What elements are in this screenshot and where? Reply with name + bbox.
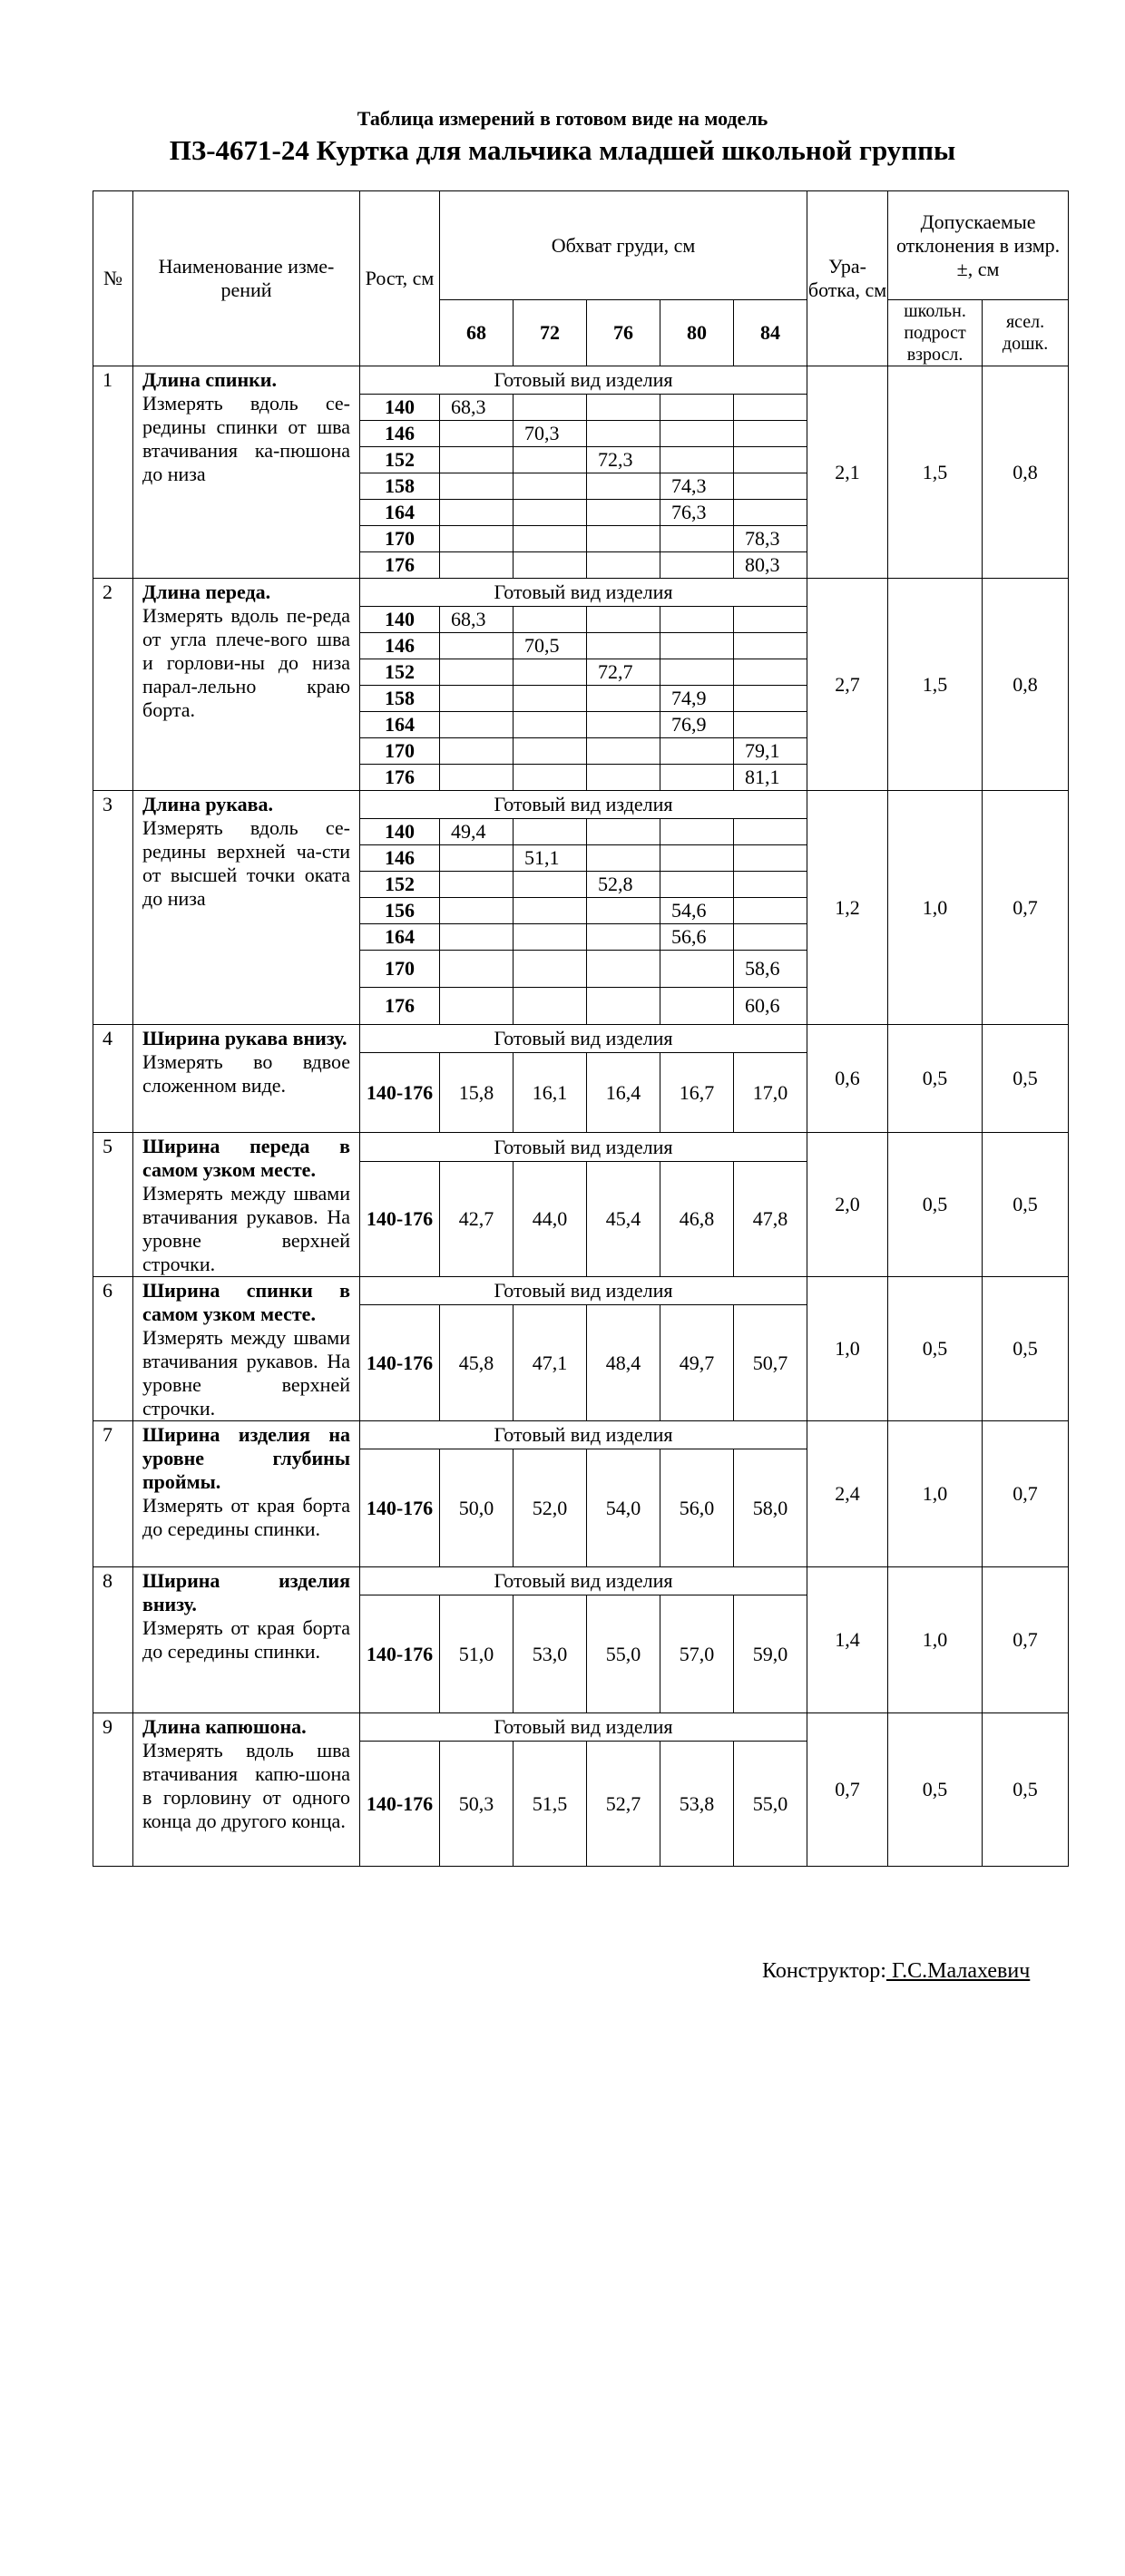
ease-value: 2,7 — [807, 579, 888, 791]
measurement-title: Ширина переда в самом узком месте. — [142, 1135, 350, 1181]
measurement-value: 76,9 — [660, 712, 734, 738]
tolerance-preschool: 0,7 — [983, 1567, 1069, 1713]
measurement-description: Измерять между швами втачивания рукавов. На уровне верхней строчки. — [142, 1182, 350, 1275]
measurement-value: 58,6 — [734, 951, 807, 988]
measurement-value: 74,3 — [660, 473, 734, 500]
measurement-name — [133, 1421, 360, 1567]
row-number: 5 — [93, 1133, 133, 1277]
measurement-value: 52,8 — [587, 872, 660, 898]
empty-cell — [587, 500, 660, 526]
height-value: 170 — [360, 738, 440, 765]
measurement-value: 60,6 — [734, 988, 807, 1025]
row-number: 4 — [93, 1025, 133, 1133]
measurement-title: Ширина рукава внизу. — [142, 1027, 347, 1049]
row-number: 9 — [93, 1713, 133, 1867]
height-range: 140-176 — [360, 1053, 440, 1133]
col-header-tolerance: Допускаемые отклонения в измр. ±, см — [888, 191, 1069, 300]
col-header-tol-school: школьн. подрост взросл. — [888, 300, 983, 366]
measurement-value: 53,8 — [660, 1742, 734, 1867]
document-title: ПЗ-4671-24 Куртка для мальчика младшей школьной группы — [169, 134, 956, 166]
measurement-value: 46,8 — [660, 1162, 734, 1277]
measurement-description: Измерять от края борта до середины спинки. — [142, 1494, 350, 1540]
measurement-value: 58,0 — [734, 1449, 807, 1567]
table-row — [93, 1277, 1069, 1305]
empty-cell — [514, 686, 587, 712]
row-number: 8 — [93, 1567, 133, 1713]
empty-cell — [440, 988, 514, 1025]
height-value: 164 — [360, 712, 440, 738]
empty-cell — [440, 712, 514, 738]
empty-cell — [734, 924, 807, 951]
measurement-value: 54,0 — [587, 1449, 660, 1567]
empty-cell — [587, 473, 660, 500]
col-header-num: № — [93, 191, 133, 366]
empty-cell — [587, 898, 660, 924]
empty-cell — [514, 898, 587, 924]
tolerance-school: 0,5 — [888, 1133, 983, 1277]
empty-cell — [440, 473, 514, 500]
constructor-signature — [762, 1959, 1030, 1984]
measurement-value: 16,1 — [514, 1053, 587, 1133]
table-body — [93, 366, 1069, 1867]
height-value: 176 — [360, 988, 440, 1025]
measurement-description: Измерять между швами втачивания рукавов. На уровне верхней строчки. — [142, 1326, 350, 1420]
measurement-value: 44,0 — [514, 1162, 587, 1277]
ease-value: 2,1 — [807, 366, 888, 579]
empty-cell — [734, 819, 807, 845]
ease-value: 0,7 — [807, 1713, 888, 1867]
measurement-value: 52,7 — [587, 1742, 660, 1867]
empty-cell — [440, 421, 514, 447]
empty-cell — [440, 765, 514, 791]
tolerance-preschool: 0,5 — [983, 1713, 1069, 1867]
col-header-name: Наименование изме-рений — [133, 191, 360, 366]
ready-label: Готовый вид изделия — [360, 791, 807, 819]
measurement-value: 50,7 — [734, 1305, 807, 1421]
empty-cell — [440, 447, 514, 473]
empty-cell — [734, 633, 807, 659]
empty-cell — [587, 924, 660, 951]
measurement-value: 68,3 — [440, 607, 514, 633]
measurement-value: 74,9 — [660, 686, 734, 712]
table-row — [93, 1713, 1069, 1742]
chest-size-80: 80 — [660, 300, 734, 366]
measurement-description: Измерять вдоль шва втачивания капю-шона в горловину от одного конца до другого конца. — [142, 1739, 350, 1832]
height-value: 146 — [360, 633, 440, 659]
tolerance-school: 1,0 — [888, 791, 983, 1025]
measurement-name — [133, 1713, 360, 1867]
height-value: 140 — [360, 395, 440, 421]
empty-cell — [660, 951, 734, 988]
empty-cell — [734, 872, 807, 898]
ease-value: 1,2 — [807, 791, 888, 1025]
empty-cell — [587, 421, 660, 447]
measurement-description: Измерять вдоль се-редины спинки от шва втачивания ка-пюшона до низа — [142, 392, 350, 485]
height-value: 140 — [360, 607, 440, 633]
height-value: 164 — [360, 500, 440, 526]
empty-cell — [514, 712, 587, 738]
measurement-value: 56,0 — [660, 1449, 734, 1567]
height-value: 140 — [360, 819, 440, 845]
empty-cell — [440, 526, 514, 552]
measurement-name — [133, 1133, 360, 1277]
header-row — [93, 191, 1069, 300]
measurement-value: 49,7 — [660, 1305, 734, 1421]
measurement-value: 16,7 — [660, 1053, 734, 1133]
ready-label: Готовый вид изделия — [360, 366, 807, 395]
empty-cell — [587, 738, 660, 765]
measurement-value: 56,6 — [660, 924, 734, 951]
empty-cell — [587, 395, 660, 421]
ready-label: Готовый вид изделия — [360, 1567, 807, 1595]
table-row — [93, 366, 1069, 395]
measurement-name — [133, 579, 360, 791]
empty-cell — [514, 473, 587, 500]
tolerance-school: 1,5 — [888, 366, 983, 579]
height-value: 170 — [360, 526, 440, 552]
measurement-title: Ширина спинки в самом узком месте. — [142, 1279, 350, 1325]
height-value: 176 — [360, 765, 440, 791]
chest-size-84: 84 — [734, 300, 807, 366]
measurement-description: Измерять от края борта до середины спинки. — [142, 1616, 350, 1663]
empty-cell — [660, 447, 734, 473]
measurement-value: 81,1 — [734, 765, 807, 791]
measurement-description: Измерять вдоль се-редины верхней ча-сти от высшей точки оката до низа — [142, 816, 350, 910]
empty-cell — [514, 988, 587, 1025]
height-range: 140-176 — [360, 1595, 440, 1713]
ease-value: 2,0 — [807, 1133, 888, 1277]
empty-cell — [734, 473, 807, 500]
height-value: 176 — [360, 552, 440, 579]
ease-value: 0,6 — [807, 1025, 888, 1133]
measurement-value: 47,1 — [514, 1305, 587, 1421]
col-header-ease: Ура-ботка, см — [807, 191, 888, 366]
measurement-title: Длина рукава. — [142, 793, 273, 815]
empty-cell — [587, 686, 660, 712]
empty-cell — [514, 738, 587, 765]
chest-size-72: 72 — [514, 300, 587, 366]
measurement-name — [133, 1567, 360, 1713]
height-range: 140-176 — [360, 1305, 440, 1421]
measurement-name — [133, 366, 360, 579]
empty-cell — [440, 924, 514, 951]
height-value: 152 — [360, 872, 440, 898]
col-header-tol-presch: ясел. дошк. — [983, 300, 1069, 366]
table-row — [93, 1133, 1069, 1162]
measurement-name — [133, 1025, 360, 1133]
empty-cell — [440, 552, 514, 579]
measurement-value: 53,0 — [514, 1595, 587, 1713]
height-value: 146 — [360, 421, 440, 447]
empty-cell — [587, 552, 660, 579]
empty-cell — [587, 607, 660, 633]
table-row — [93, 1025, 1069, 1053]
measurement-description: Измерять во вдвое сложенном виде. — [142, 1050, 350, 1097]
empty-cell — [514, 607, 587, 633]
measurement-description: Измерять вдоль пе-реда от угла плече-вого шва и горлови-ны до низа парал-лельно краю борта. — [142, 604, 350, 721]
empty-cell — [660, 607, 734, 633]
empty-cell — [660, 765, 734, 791]
measurement-value: 76,3 — [660, 500, 734, 526]
ready-label: Готовый вид изделия — [360, 1133, 807, 1162]
empty-cell — [440, 686, 514, 712]
document-subtitle: Таблица измерений в готовом виде на модель — [357, 107, 768, 130]
row-number: 7 — [93, 1421, 133, 1567]
height-value: 158 — [360, 686, 440, 712]
empty-cell — [734, 712, 807, 738]
measurement-value: 51,1 — [514, 845, 587, 872]
measurement-value: 55,0 — [734, 1742, 807, 1867]
measurement-value: 68,3 — [440, 395, 514, 421]
tolerance-preschool: 0,5 — [983, 1277, 1069, 1421]
empty-cell — [587, 526, 660, 552]
measurement-value: 72,7 — [587, 659, 660, 686]
tolerance-school: 1,5 — [888, 579, 983, 791]
empty-cell — [734, 686, 807, 712]
empty-cell — [440, 845, 514, 872]
row-number: 6 — [93, 1277, 133, 1421]
empty-cell — [440, 500, 514, 526]
measurement-title: Длина капюшона. — [142, 1715, 307, 1738]
empty-cell — [660, 872, 734, 898]
ready-label: Готовый вид изделия — [360, 1713, 807, 1742]
empty-cell — [514, 659, 587, 686]
tolerance-preschool: 0,7 — [983, 791, 1069, 1025]
empty-cell — [734, 845, 807, 872]
measurement-value: 51,0 — [440, 1595, 514, 1713]
height-value: 170 — [360, 951, 440, 988]
empty-cell — [440, 633, 514, 659]
empty-cell — [660, 738, 734, 765]
tolerance-preschool: 0,5 — [983, 1133, 1069, 1277]
measurement-value: 80,3 — [734, 552, 807, 579]
measurement-name — [133, 1277, 360, 1421]
measurement-value: 55,0 — [587, 1595, 660, 1713]
measurement-value: 48,4 — [587, 1305, 660, 1421]
tolerance-preschool: 0,7 — [983, 1421, 1069, 1567]
measurement-value: 52,0 — [514, 1449, 587, 1567]
measurement-value: 42,7 — [440, 1162, 514, 1277]
tolerance-preschool: 0,8 — [983, 579, 1069, 791]
height-value: 152 — [360, 447, 440, 473]
measurement-value: 45,4 — [587, 1162, 660, 1277]
measurement-value: 57,0 — [660, 1595, 734, 1713]
measurement-title: Ширина изделия на уровне глубины проймы. — [142, 1423, 350, 1493]
empty-cell — [660, 819, 734, 845]
tolerance-school: 0,5 — [888, 1025, 983, 1133]
measurement-value: 72,3 — [587, 447, 660, 473]
table-row — [93, 1567, 1069, 1595]
empty-cell — [587, 845, 660, 872]
empty-cell — [514, 819, 587, 845]
empty-cell — [734, 659, 807, 686]
height-range: 140-176 — [360, 1162, 440, 1277]
tolerance-preschool: 0,5 — [983, 1025, 1069, 1133]
empty-cell — [440, 738, 514, 765]
height-value: 146 — [360, 845, 440, 872]
table-row — [93, 1421, 1069, 1449]
chest-size-68: 68 — [440, 300, 514, 366]
empty-cell — [660, 659, 734, 686]
empty-cell — [734, 447, 807, 473]
empty-cell — [440, 659, 514, 686]
measurement-name — [133, 791, 360, 1025]
measurement-value: 70,5 — [514, 633, 587, 659]
empty-cell — [440, 898, 514, 924]
ready-label: Готовый вид изделия — [360, 579, 807, 607]
empty-cell — [514, 447, 587, 473]
row-number: 3 — [93, 791, 133, 1025]
tolerance-school: 1,0 — [888, 1421, 983, 1567]
empty-cell — [587, 712, 660, 738]
empty-cell — [660, 421, 734, 447]
empty-cell — [440, 951, 514, 988]
ease-value: 2,4 — [807, 1421, 888, 1567]
measurement-value: 47,8 — [734, 1162, 807, 1277]
height-range: 140-176 — [360, 1449, 440, 1567]
empty-cell — [660, 845, 734, 872]
measurement-value: 50,0 — [440, 1449, 514, 1567]
tolerance-school: 0,5 — [888, 1713, 983, 1867]
measurement-value: 78,3 — [734, 526, 807, 552]
table-row — [93, 579, 1069, 607]
empty-cell — [734, 421, 807, 447]
constructor-name: Г.С.Малахевич — [885, 1959, 1031, 1983]
ease-value: 1,0 — [807, 1277, 888, 1421]
row-number: 1 — [93, 366, 133, 579]
empty-cell — [660, 526, 734, 552]
empty-cell — [660, 552, 734, 579]
empty-cell — [514, 395, 587, 421]
measurement-value: 51,5 — [514, 1742, 587, 1867]
tolerance-school: 1,0 — [888, 1567, 983, 1713]
empty-cell — [587, 819, 660, 845]
measurement-value: 79,1 — [734, 738, 807, 765]
empty-cell — [514, 765, 587, 791]
height-range: 140-176 — [360, 1742, 440, 1867]
tolerance-preschool: 0,8 — [983, 366, 1069, 579]
measurement-value: 16,4 — [587, 1053, 660, 1133]
empty-cell — [734, 898, 807, 924]
table-row — [93, 791, 1069, 819]
empty-cell — [587, 988, 660, 1025]
chest-size-76: 76 — [587, 300, 660, 366]
empty-cell — [660, 988, 734, 1025]
empty-cell — [587, 633, 660, 659]
col-header-chest: Обхват груди, см — [440, 191, 807, 300]
measurement-value: 59,0 — [734, 1595, 807, 1713]
measurement-value: 49,4 — [440, 819, 514, 845]
row-number: 2 — [93, 579, 133, 791]
empty-cell — [734, 500, 807, 526]
measurement-value: 45,8 — [440, 1305, 514, 1421]
height-value: 164 — [360, 924, 440, 951]
height-value: 158 — [360, 473, 440, 500]
empty-cell — [514, 552, 587, 579]
measurement-value: 17,0 — [734, 1053, 807, 1133]
ease-value: 1,4 — [807, 1567, 888, 1713]
measurement-value: 50,3 — [440, 1742, 514, 1867]
ready-label: Готовый вид изделия — [360, 1025, 807, 1053]
height-value: 156 — [360, 898, 440, 924]
measurement-table — [93, 190, 1069, 1867]
tolerance-school: 0,5 — [888, 1277, 983, 1421]
constructor-label: Конструктор: — [762, 1959, 886, 1983]
height-value: 152 — [360, 659, 440, 686]
empty-cell — [734, 395, 807, 421]
empty-cell — [734, 607, 807, 633]
measurement-title: Длина переда. — [142, 581, 271, 603]
empty-cell — [514, 500, 587, 526]
empty-cell — [514, 526, 587, 552]
empty-cell — [660, 395, 734, 421]
empty-cell — [514, 924, 587, 951]
measurement-title: Ширина изделия внизу. — [142, 1569, 350, 1615]
empty-cell — [440, 872, 514, 898]
empty-cell — [587, 765, 660, 791]
empty-cell — [587, 951, 660, 988]
ready-label: Готовый вид изделия — [360, 1277, 807, 1305]
empty-cell — [514, 951, 587, 988]
empty-cell — [660, 633, 734, 659]
measurement-title: Длина спинки. — [142, 368, 277, 391]
empty-cell — [514, 872, 587, 898]
ready-label: Готовый вид изделия — [360, 1421, 807, 1449]
measurement-value: 54,6 — [660, 898, 734, 924]
col-header-height: Рост, см — [360, 191, 440, 366]
measurement-value: 70,3 — [514, 421, 587, 447]
measurement-value: 15,8 — [440, 1053, 514, 1133]
